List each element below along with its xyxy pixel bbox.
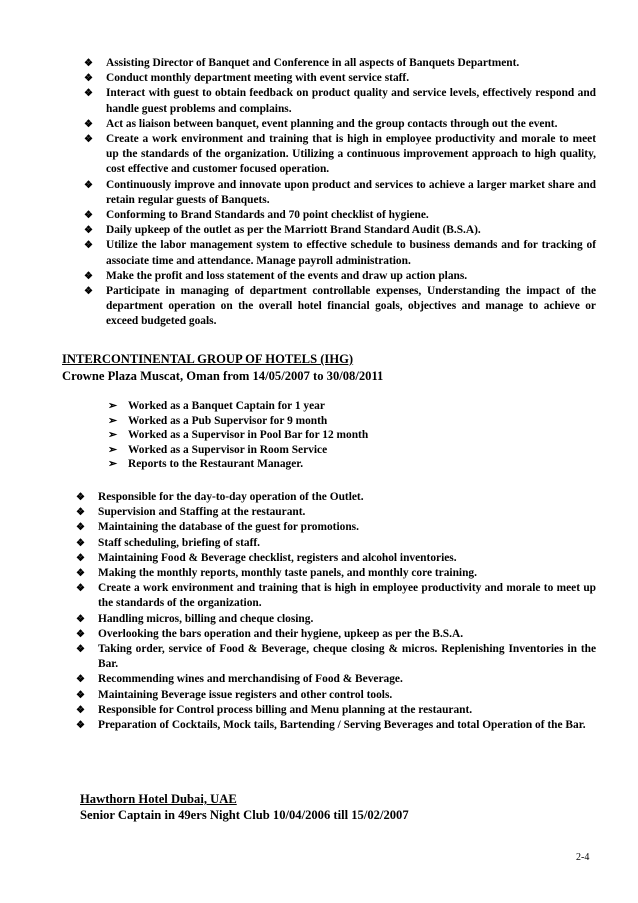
hawthorn-position-line: Senior Captain in 49ers Night Club 10/04/2006 till 15/02/2007 [80,808,409,822]
diamond-bullet-icon: ❖ [76,720,85,732]
diamond-bullet-icon: ❖ [76,704,85,716]
list-item-text: Worked as a Supervisor in Room Service [128,443,328,456]
diamond-bullet-icon: ❖ [84,73,93,85]
list-item-text: Staff scheduling, briefing of staff. [98,536,260,549]
list-item-text: Worked as a Pub Supervisor for 9 month [128,414,328,427]
diamond-bullet-icon: ❖ [76,644,85,656]
list-item [108,414,408,429]
list-item-text: Interact with guest to obtain feedback on product quality and service levels, effectively respond and handle guest problems and complains. [106,87,596,115]
list-item [76,505,596,520]
ihg-company-heading: INTERCONTINENTAL GROUP OF HOTELS (IHG) [62,352,354,366]
list-item [76,703,596,718]
list-item-text: Worked as a Banquet Captain for 1 year [128,400,325,412]
diamond-bullet-icon: ❖ [84,225,93,237]
diamond-bullet-icon: ❖ [76,628,85,640]
diamond-bullet-icon: ❖ [84,88,93,100]
list-item [76,551,596,566]
list-item-text: Responsible for Control process billing and Menu planning at the restaurant. [98,703,473,716]
list-item [84,208,596,223]
list-item [84,178,596,208]
list-item-text: Act as liaison between banquet, event planning and the group contacts through out the event. [106,117,558,130]
list-item-text: Preparation of Cocktails, Mock tails, Bartending / Serving Beverages and total Operation of the Bar. [98,719,586,732]
diamond-bullet-icon: ❖ [76,552,85,564]
list-item [76,672,596,687]
diamond-bullet-icon: ❖ [76,507,85,519]
diamond-bullet-icon: ❖ [76,537,85,549]
list-item [76,520,596,535]
diamond-bullet-icon: ❖ [76,583,85,595]
list-item [84,71,596,86]
list-item [84,284,596,330]
diamond-bullet-icon: ❖ [76,492,85,503]
list-item [84,117,596,132]
list-item-text: Maintaining Food & Beverage checklist, registers and alcohol inventories. [98,551,457,564]
list-item [84,132,596,178]
arrow-bullet-icon: ➢ [108,429,118,442]
list-item [108,428,408,443]
list-item-text: Maintaining the database of the guest for promotions. [98,521,359,534]
list-item [76,627,596,642]
list-item [76,536,596,551]
ihg-roles-list [108,399,408,472]
list-item-text: Supervision and Staffing at the restaurant. [98,506,306,519]
list-item [84,269,596,284]
list-item-text: Overlooking the bars operation and their hygiene, upkeep as per the B.S.A. [98,627,464,640]
list-item-text: Assisting Director of Banquet and Conference in all aspects of Banquets Department. [106,57,520,69]
list-item [76,566,596,581]
arrow-bullet-icon: ➢ [108,458,118,471]
diamond-bullet-icon: ❖ [76,522,85,534]
list-item [76,612,596,627]
diamond-bullet-icon: ❖ [76,674,85,686]
list-item-text: Responsible for the day-to-day operation of the Outlet. [98,491,364,503]
list-item-text: Maintaining Beverage issue registers and other control tools. [98,688,393,701]
list-item [108,443,408,458]
list-item [84,223,596,238]
list-item-text: Reports to the Restaurant Manager. [128,458,304,471]
list-item [84,56,596,71]
list-item-text: Daily upkeep of the outlet as per the Marriott Brand Standard Audit (B.S.A). [106,224,481,237]
list-item [76,490,596,505]
list-item [76,642,596,672]
page-number: 2-4 [576,852,590,863]
diamond-bullet-icon: ❖ [84,58,93,69]
arrow-bullet-icon: ➢ [108,400,118,412]
ihg-position-line: Crowne Plaza Muscat, Oman from 14/05/2007 to 30/08/2011 [62,369,384,383]
list-item-text: Conduct monthly department meeting with event service staff. [106,72,410,85]
list-item-text: Conforming to Brand Standards and 70 point checklist of hygiene. [106,209,429,222]
diamond-bullet-icon: ❖ [76,568,85,580]
list-item [76,718,596,733]
list-item [84,86,596,116]
diamond-bullet-icon: ❖ [76,689,85,701]
list-item-text: Utilize the labor management system to effective schedule to business demands and for tracking of associate time and attendance. Manage payroll administration. [106,239,596,267]
diamond-bullet-icon: ❖ [84,179,93,191]
diamond-bullet-icon: ❖ [84,210,93,222]
diamond-bullet-icon: ❖ [84,270,93,282]
arrow-bullet-icon: ➢ [108,414,118,427]
list-item-text: Participate in managing of department controllable expenses, Understanding the impact of the department operation on the overall hotel financial goals, objectives and manage to achieve or exceed budgeted goals. [106,285,596,328]
list-item [84,238,596,268]
list-item [108,457,408,472]
list-item-text: Recommending wines and merchandising of Food & Beverage. [98,673,403,686]
diamond-bullet-icon: ❖ [84,134,93,146]
list-item-text: Continuously improve and innovate upon product and services to achieve a larger market share and retain regular guests of Banquets. [106,178,596,206]
hawthorn-company-heading: Hawthorn Hotel Dubai, UAE [80,792,237,806]
diamond-bullet-icon: ❖ [76,613,85,625]
list-item-text: Create a work environment and training that is high in employee productivity and morale to meet up the standards of the organization. [98,582,596,610]
list-item [76,688,596,703]
diamond-bullet-icon: ❖ [84,118,93,130]
banquet-duties-list [84,56,596,330]
list-item-text: Make the profit and loss statement of the events and draw up action plans. [106,269,468,282]
diamond-bullet-icon: ❖ [84,286,93,298]
list-item-text: Making the monthly reports, monthly taste panels, and monthly core training. [98,567,477,580]
ihg-duties-list [76,490,596,733]
diamond-bullet-icon: ❖ [84,240,93,252]
list-item [76,581,596,611]
list-item-text: Handling micros, billing and cheque closing. [98,612,314,625]
list-item [108,399,408,414]
arrow-bullet-icon: ➢ [108,443,118,456]
list-item-text: Worked as a Supervisor in Pool Bar for 12 month [128,429,369,442]
list-item-text: Create a work environment and training that is high in employee productivity and morale to meet up the standards of the organization. Utilizing a continuous improvement approach to high quality, cost effective and customer focused operation. [106,133,596,176]
list-item-text: Taking order, service of Food & Beverage, cheque closing & micros. Replenishing Inventories in the Bar. [98,643,596,671]
